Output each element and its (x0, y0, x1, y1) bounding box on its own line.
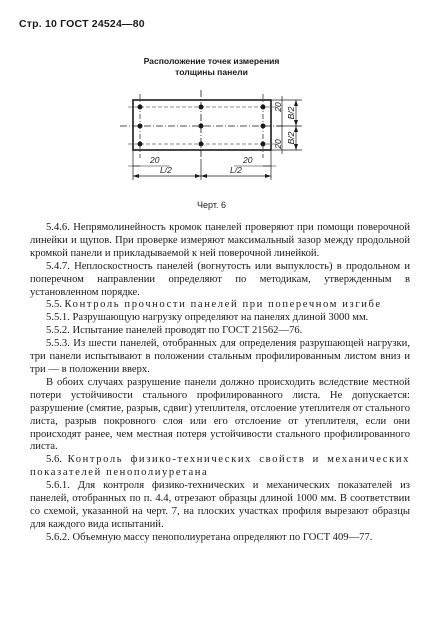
paragraph-5-5-2: 5.5.2. Испытание панелей проводят по ГОСТ 21562—76. (46, 325, 303, 337)
page-header: Стр. 10 ГОСТ 24524—80 (19, 18, 145, 30)
measure-point (261, 124, 266, 129)
section-number: 5.5. (46, 299, 62, 311)
figure-title-line2: толщины панели (175, 67, 248, 77)
paragraph-5-5-3: 5.5.3. Из шести панелей, отобранных для определения разрушающей нагрузки, три панели испытывают в положении стальным профилированным листом вниз и три — в положении вверх. (30, 338, 410, 375)
measure-point (138, 142, 143, 147)
section-title: Контроль физико-технических свойств и механических показателей пенополиуретана (30, 454, 410, 479)
measure-point (138, 124, 143, 129)
measure-point (199, 142, 204, 147)
section-title: Контроль прочности панелей при поперечном изгибе (64, 299, 382, 311)
section-heading-5-6 (30, 454, 410, 480)
dim-label-right-l2: L/2 (230, 165, 242, 175)
measure-point (199, 105, 204, 110)
dim-label-b2-top: B/2 (286, 106, 296, 120)
figure-caption: Черт. 6 (197, 200, 226, 210)
dim-label-vertical-20-bottom: 20 (273, 139, 283, 149)
paragraph-5-4-6: 5.4.6. Непрямолинейность кромок панелей проверяют при помощи поверочной линейки и щупов. При проверке измеряют максимальный зазор между продольной кромкой панели и прикладываемой к ней поверочной линейкой. (30, 222, 410, 259)
dim-label-vertical-20-top: 20 (273, 102, 283, 112)
measure-point (261, 105, 266, 110)
figure-title-line1: Расположение точек измерения (143, 56, 280, 66)
measure-point (261, 142, 266, 147)
body-text (30, 222, 410, 545)
measure-point (199, 124, 204, 129)
section-heading-5-5 (30, 299, 410, 312)
dim-label-left-l2: L/2 (160, 165, 172, 175)
paragraph-5-6-2: 5.6.2. Объемную массу пенополиуретана определяют по ГОСТ 409—77. (46, 531, 373, 543)
dim-label-b2-bottom: B/2 (286, 131, 296, 145)
paragraph-5-5-1: 5.5.1. Разрушающую нагрузку определяют на панелях длиной 3000 мм. (46, 312, 369, 324)
paragraph-5-4-7: 5.4.7. Неплоскостность панелей (вогнутость или выпуклость) в продольном и поперечном направлении определяют по методикам, утвержденным в установленном порядке. (30, 260, 410, 298)
dim-label-right-20: 20 (243, 155, 253, 165)
paragraph-5-6-1: 5.6.1. Для контроля физико-технических и механических показателей из панелей, отобранных по п. 4.4, отрезают образцы длиной 1000 мм. В соответствии со схемой, указанной на черт. 7, на плоских участках профиля вырезают образцы для каждого вида испытаний. (30, 480, 410, 530)
section-number: 5.6. (46, 454, 62, 466)
panel-measurement-drawing (0, 0, 423, 200)
paragraph-5-5-3-cont: В обоих случаях разрушение панели должно происходить вследствие местной потери устойчивости стального профилированного листа. Не допускается: разрушение (смятие, разрыв, сдвиг) утеплителя, отслоение утеплителя от стального листа, разрыв покровного слоя или его отслоение от утеплителя, если они происходят ранее, чем местная потеря устойчивости стального профилированного листа. (30, 376, 410, 453)
measure-point (138, 105, 143, 110)
dim-label-left-20: 20 (150, 155, 160, 165)
